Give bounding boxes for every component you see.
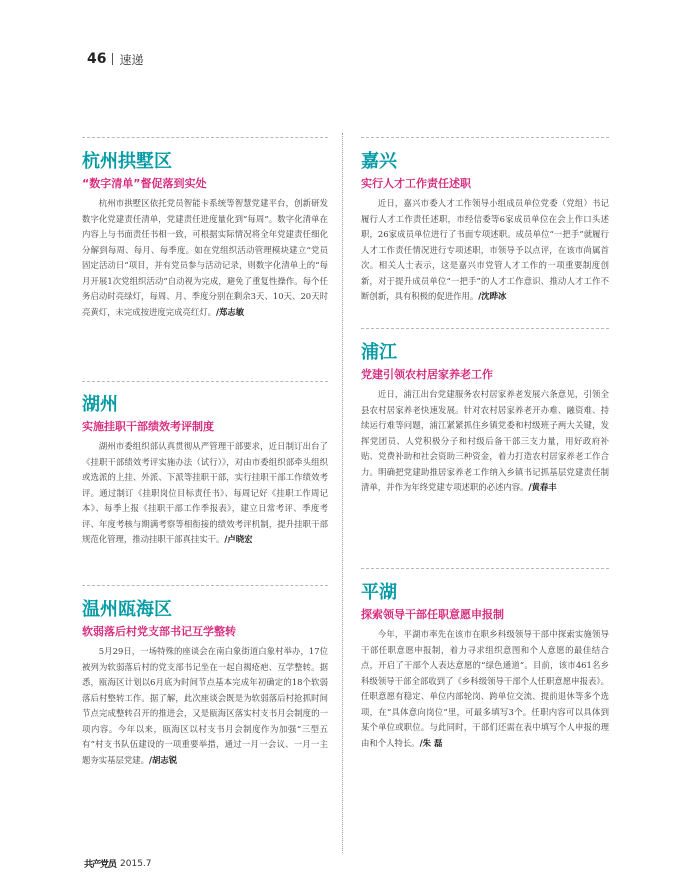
article-text: 湖州市委组织部认真贯彻从严管理干部要求，近日制订出台了《挂职干部绩效考评实施办法（试行）》，对由市委组织部牵头组织或选派的上挂、外派、下派等挂职干部，实行挂职干部工作绩效考评。通过制订《挂职岗位目标责任书》、每周记好《挂职工作周记本》、每季上报《挂职干部工作季报表》，建立日常考评、季度考评、年度考核与期满考察等相衔接的绩效考评机制，提升挂职干部规范化管理，推动挂职干部真挂实干。 xyxy=(82,441,328,545)
article-separator xyxy=(82,137,328,138)
article-title: 平湖 xyxy=(361,582,397,603)
article-subtitle: 实行人才工作责任述职 xyxy=(361,177,471,190)
article-hangzhou-gongshu xyxy=(82,151,328,320)
article-author: /郑志敏 xyxy=(216,306,245,317)
article-separator xyxy=(82,585,328,586)
article-jiaxing xyxy=(361,151,609,305)
column-divider xyxy=(342,133,343,853)
article-title: 浦江 xyxy=(361,342,397,363)
article-text: 近日，浦江出台党建服务农村居家养老发展六条意见，引领全县农村居家养老快速发展。针对农村居家养老开办难、融资难、持续运行难等问题，浦江紧紧抓住乡镇党委和村级班子两大关键，发挥党团员、人党积极分子和村级后备干部三支力量，用好政府补贴、党费补助和社会资助三种资金，着力打造农村居家养老工作合力。明确把党建助推居家养老工作纳入乡镇书记抓基层党建责任制清单，并作为年终党建专项述职的必述内容。 xyxy=(361,389,609,493)
article-author: /胡志锐 xyxy=(149,754,178,765)
article-title: 杭州拱墅区 xyxy=(82,151,172,172)
article-subtitle: 党建引领农村居家养老工作 xyxy=(361,368,493,381)
page-footer xyxy=(84,857,152,870)
magazine-logo: 共产党员 xyxy=(84,860,117,870)
article-text: 今年，平湖市率先在该市在职乡科级领导干部中探索实施领导干部任职意愿申报制，着力寻求组织意图和个人意愿的最佳结合点，开启了干部个人表达意愿的“绿色通道”。目前，该市461名乡科级领导干部全部收到了《乡科级领导干部个人任职意愿申报表》。任职意愿有稳定、单位内部轮岗、跨单位交流、提前退休等多个选项，在“具体意向岗位”里，可最多填写3个。任职内容可以具体到某个单位或职位。与此同时，干部们还需在表中填写个人申报的理由和个人特长。 xyxy=(361,629,609,748)
article-body xyxy=(361,627,609,751)
article-huzhou xyxy=(82,394,328,548)
article-author: /黄春丰 xyxy=(528,482,557,493)
page-number: 46 xyxy=(87,51,107,67)
article-text: 5月29日，一场特殊的座谈会在南白象街道白象村举办，17位被列为软弱落后村的党支部书记坐在一起自揭疮疤、互学整转。据悉，瓯海区计划以6月底为时间节点基本完成年初确定的18个软弱落后村整转工作。据了解，此次座谈会既是为软弱落后村抢抓时间节点完成整转召开的推进会，又是瓯海区落实村支书月会制度的一项内容。今年以来，瓯海区以村支书月会制度作为加强“三型五有”村支书队伍建设的一项重要举措，通过一月一会议、一月一主题夯实基层党建。 xyxy=(82,646,328,765)
article-body xyxy=(82,196,328,320)
article-separator xyxy=(82,381,328,382)
article-text: 杭州市拱墅区依托党员智能卡系统等智慧党建平台，创新研发数字化党建责任清单，党建责任进度量化到“每周”。数字化清单在内容上与书面责任书相一致，可根据实际情况将全年党建责任细化分解到每周、每月、每季度。如在党组织活动管理模块建立“党员固定活动日”项目，并有党员参与活动记录，则数字化清单上的“每月开展1次党组织活动”自动视为完成，避免了重复性操作。每个任务启动时亮绿灯，每周、月、季度分别在剩余3天、10天、20天时亮黄灯，未完成按进度完成亮红灯。 xyxy=(82,198,328,317)
article-title: 湖州 xyxy=(82,394,118,415)
article-subtitle: 探索领导干部任职意愿申报制 xyxy=(361,608,504,621)
article-title: 温州瓯海区 xyxy=(82,599,172,620)
article-text: 近日，嘉兴市委人才工作领导小组成员单位党委（党组）书记履行人才工作责任述职，市经信委等6家成员单位在会上作口头述职，26家成员单位进行了书面专项述职。成员单位“一把手”就履行人才工作责任情况进行专项述职，市领导予以点评，在该市尚属首次。相关人士表示，这是嘉兴市党管人才工作的一项重要制度创新，对于提升成员单位“一把手”的人才工作意识、推动人才工作不断创新，具有积极的促进作用。 xyxy=(361,198,609,302)
article-separator xyxy=(361,137,609,138)
article-author: /朱 磊 xyxy=(419,737,443,748)
article-author: /沈晔冰 xyxy=(478,291,507,302)
header-divider xyxy=(112,53,113,65)
article-subtitle: 软弱落后村党支部书记互学整转 xyxy=(82,625,236,638)
issue-date: 2015.7 xyxy=(120,858,152,869)
article-author: /卢晓宏 xyxy=(224,534,253,545)
page-header xyxy=(87,49,144,69)
article-body xyxy=(82,439,328,548)
article-pinghu xyxy=(361,582,609,751)
article-body xyxy=(361,196,609,305)
article-body xyxy=(82,644,328,768)
article-pujiang xyxy=(361,342,609,496)
article-title: 嘉兴 xyxy=(361,151,397,172)
article-subtitle: 实施挂职干部绩效考评制度 xyxy=(82,420,214,433)
article-subtitle: “数字清单”督促落到实处 xyxy=(82,177,207,190)
section-name: 速递 xyxy=(119,52,144,67)
article-separator xyxy=(361,568,609,569)
article-wenzhou-ouhai xyxy=(82,599,328,768)
article-separator xyxy=(361,328,609,329)
article-body xyxy=(361,387,609,496)
